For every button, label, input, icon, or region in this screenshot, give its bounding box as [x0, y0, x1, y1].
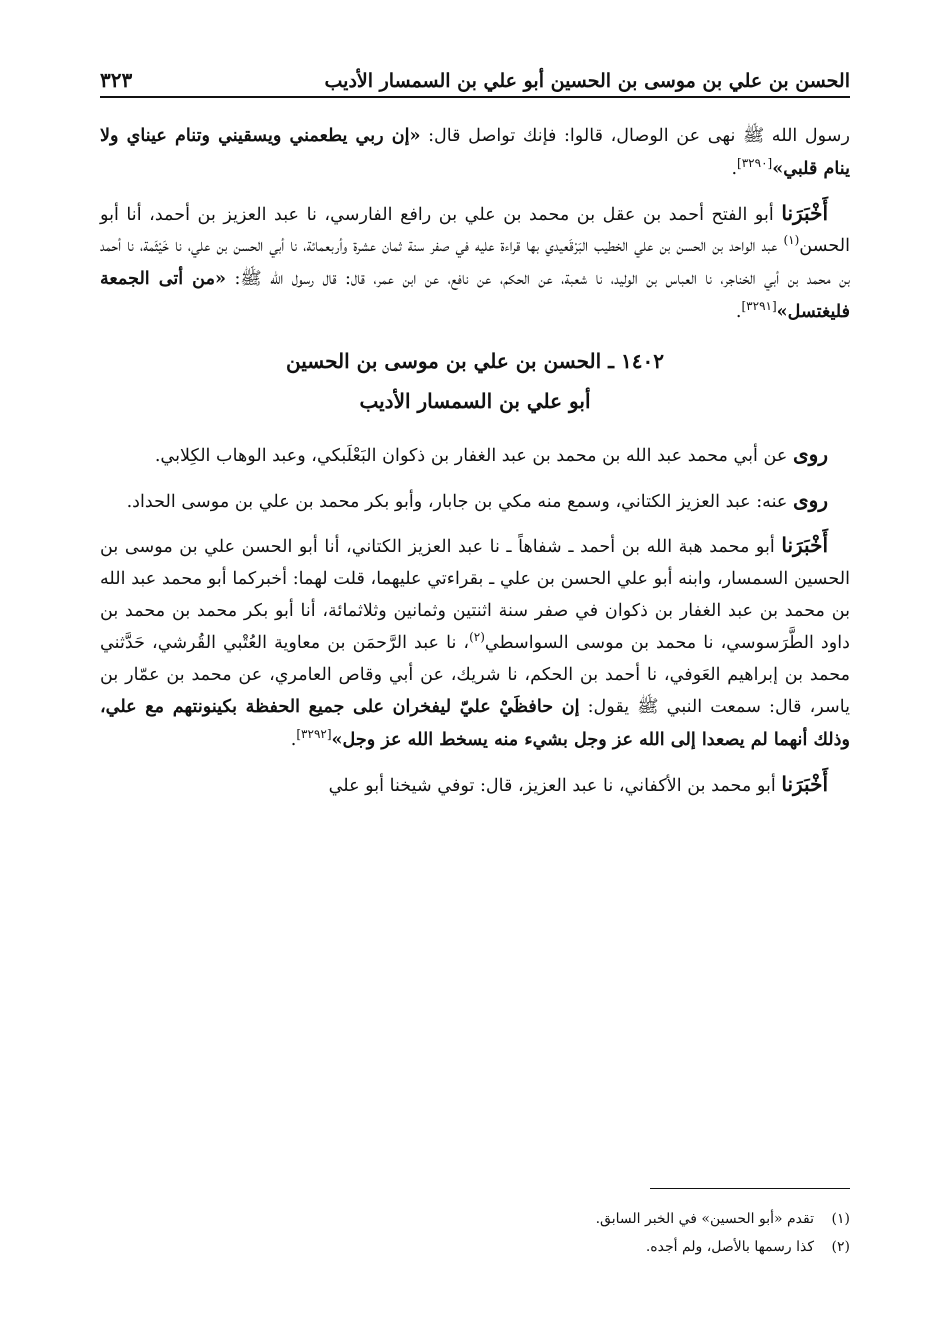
footnote-divider [650, 1188, 850, 1189]
paragraph-isnad-3 [100, 769, 850, 803]
paragraph-rawa-anhu [100, 485, 850, 519]
entry-heading-line2: أبو علي بن السمسار الأديب [359, 388, 591, 413]
hadith-quote: إن حافظَيْ عليّ ليفخران على جميع الحفظة بكينونتهم مع علي، وذلك أنهما لم يصعدا إلى الله عز وجل بشيء منه يسخط الله عز وجل» [100, 696, 850, 751]
hadith-number: [٣٢٩١] [741, 299, 777, 314]
footnote-1 [100, 1205, 850, 1233]
footnote-marker: (٢) [469, 629, 485, 644]
lead-word: أَخْبَرَنا [781, 771, 828, 796]
paragraph-end: . [731, 158, 738, 179]
paragraph-rawa-an [100, 439, 850, 473]
footnote-text: تقدم «أبو الحسين» في الخبر السابق. [595, 1211, 814, 1227]
footnote-number: (١) [831, 1211, 850, 1227]
paragraph-text: ، نا عبد الرَّحمَن بن معاوية العُتْبي القُرشي، حَدَّثني محمد بن إبراهيم العَوفي، نا أحمد بن الحكم، نا شريك، عن أبي وقاص العامري، عن محمد بن عمّار بن ياسر، قال: سمعت النبي ﷺ يقول: [100, 632, 851, 718]
paragraph-text: عبد الواحد بن الحسن بن علي الخطيب البَرْقَعيدي بها قراءة عليه في صفر سنة ثمان عشرة وأربعمائة، نا أبي الحسن بن علي، نا خَيْثَمة، نا أحمد بن محمد بن أبي الخناجر، نا العباس بن الوليد، نا شعبة، عن الحكم، عن نافع، عن ابن عمر، قال: قال رسول الله ﷺ: [100, 236, 850, 290]
hadith-number: [٣٢٩٠] [737, 155, 773, 170]
lead-word: أَخْبَرَنا [781, 200, 828, 225]
paragraph-continued [100, 120, 850, 186]
entry-heading-line1: ١٤٠٢ ـ الحسن بن علي بن موسى بن الحسين [286, 348, 664, 373]
footnotes [100, 1205, 850, 1261]
running-header [100, 62, 850, 98]
hadith-number: [٣٢٩٢] [296, 727, 332, 742]
paragraph-text: أبو محمد بن الأكفاني، نا عبد العزيز، قال: توفي شيخنا أبو علي [328, 775, 782, 796]
paragraph-isnad-2 [100, 530, 850, 757]
paragraph-text: عنه: عبد العزيز الكتاني، وسمع منه مكي بن جابار، وأبو بكر محمد بن علي بن موسى الحداد. [126, 491, 794, 512]
paragraph-text: أبو الفتح أحمد بن عقل بن محمد بن علي بن رافع الفارسي، نا عبد العزيز بن أحمد، أنا أبو الحسن [100, 204, 850, 257]
running-title: الحسن بن علي بن موسى بن الحسين أبو علي بن السمسار الأديب [324, 70, 850, 92]
lead-word: روى [793, 441, 828, 466]
lead-word: روى [793, 487, 828, 512]
paragraph-text: أبو محمد هبة الله بن أحمد ـ شفاهاً ـ نا عبد العزيز الكتاني، أنا أبو الحسن علي بن موسى بن الحسين السمسار، وابنه أبو علي الحسن بن علي ـ بقراءتي عليهما، قلت لهما: أخبركما أبو محمد عبد الله بن محمد بن عبد الغفار بن ذكوان في صفر سنة اثنتين وثمانين وثلاثمائة، أنا أبو بكر محمد بن محمد بن داود الطَّرَسوسي، نا محمد بن موسى السواسطي [100, 537, 850, 653]
footnote-marker: (١) [783, 233, 800, 248]
footnote-number: (٢) [831, 1239, 850, 1255]
page-number: ٣٢٣ [100, 68, 133, 92]
paragraph-end: . [290, 730, 297, 751]
hadith-quote: «إن ربي يطعمني ويسقيني وتنام عيناي ولا ينام قلبي» [100, 125, 850, 179]
paragraph-text: رسول الله ﷺ نهى عن الوصال، قالوا: فإنك تواصل قال: [420, 126, 851, 146]
entry-heading [100, 341, 850, 421]
page-body [100, 120, 850, 815]
lead-word: أَخْبَرَنا [781, 533, 828, 558]
paragraph-end: . [735, 301, 742, 322]
paragraph-isnad-1 [100, 198, 850, 329]
footnote-2 [100, 1233, 850, 1261]
hadith-quote: «من أتى الجمعة فليغتسل» [100, 268, 850, 322]
paragraph-text: عن أبي محمد عبد الله بن محمد بن عبد الغفار بن ذكوان البَعْلَبكي، وعبد الوهاب الكِلابي. [154, 445, 794, 466]
footnote-text: كذا رسمها بالأصل، ولم أجده. [645, 1239, 814, 1255]
